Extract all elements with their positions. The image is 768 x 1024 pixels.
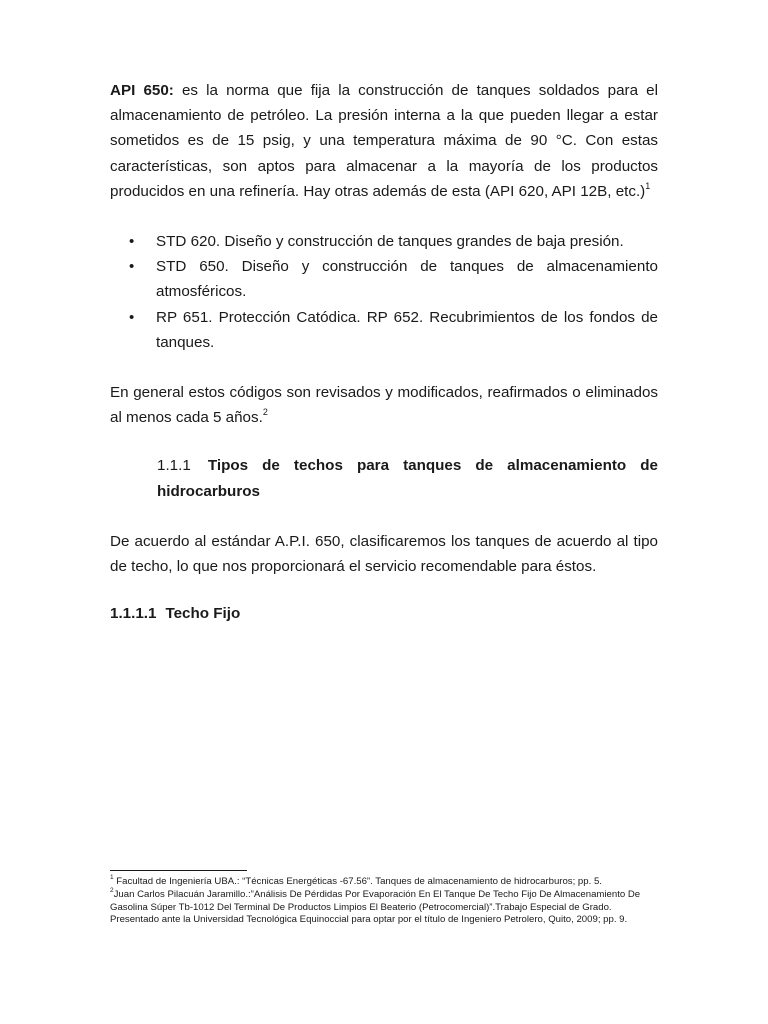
- footnote-divider: [110, 870, 247, 871]
- footnote-ref-2[interactable]: 2: [262, 407, 268, 418]
- section-heading: [110, 453, 658, 503]
- general-paragraph: [110, 380, 658, 430]
- footnote-ref-1[interactable]: 1: [645, 180, 651, 191]
- list-item: [110, 254, 658, 304]
- subsection-number: 1.1.1.1: [110, 605, 157, 623]
- footnote-2: [110, 886, 658, 927]
- standards-list: [110, 229, 658, 355]
- api-650-label: API 650:: [110, 82, 174, 99]
- intro-paragraph: [110, 78, 658, 204]
- list-item: [110, 229, 658, 254]
- list-item-text: STD 650. Diseño y construcción de tanques de almacenamiento atmosféricos.: [156, 258, 658, 301]
- list-item-text: STD 620. Diseño y construcción de tanques grandes de baja presión.: [156, 233, 624, 251]
- footnote-1-number: 1: [110, 873, 114, 881]
- section-title: Tipos de techos para tanques de almacenamiento de hidrocarburos: [157, 457, 658, 500]
- classification-paragraph: [110, 529, 658, 579]
- intro-text: es la norma que fija la construcción de tanques soldados para el almacenamiento de petróleo. La presión interna a la que pueden llegar a estar sometidos es de 15 psig, y una temperatura máxima de 90 °C. Con estas características, son aptos para almacenar a la mayoría de los productos producidos en una refinería. Hay otras además de esta (API 620, API 12B, etc.): [110, 82, 658, 200]
- subsection-title: Techo Fijo: [165, 605, 241, 623]
- footnote-1: [110, 873, 658, 889]
- footnote-2-text: Juan Carlos Pilacuán Jaramillo.:”Análisis De Pérdidas Por Evaporación En El Tanque De Techo Fijo De Almacenamiento De Gasolina Súper Tb-1012 Del Terminal De Productos Limpios El Beaterio (Petrocomercial)”.Trabajo Especial de Grado. Presentado ante la Universidad Tecnológica Equinoccial para optar por el título de Ingeniero Petrolero, Quito, 2009; pp. 9.: [110, 888, 641, 926]
- classification-text: De acuerdo al estándar A.P.I. 650, clasificaremos los tanques de acuerdo al tipo de techo, lo que nos proporcionará el servicio recomendable para éstos.: [110, 532, 658, 576]
- general-text: En general estos códigos son revisados y modificados, reafirmados o eliminados al menos cada 5 años.: [110, 384, 658, 427]
- footnotes: [110, 873, 658, 927]
- section-number: 1.1.1: [157, 457, 191, 475]
- bullet-icon: •: [129, 258, 135, 276]
- subsection-heading: [110, 601, 658, 626]
- bullet-icon: •: [129, 308, 135, 326]
- footnote-1-text: Facultad de Ingeniería UBA.: “Técnicas Energéticas -67.56”. Tanques de almacenamiento de hidrocarburos; pp. 5.: [113, 876, 602, 887]
- bullet-icon: •: [129, 233, 135, 251]
- footnote-2-number: 2: [110, 886, 114, 894]
- list-item-text: RP 651. Protección Catódica. RP 652. Recubrimientos de los fondos de tanques.: [156, 308, 658, 351]
- list-item: [110, 305, 658, 355]
- document-body: [110, 78, 658, 626]
